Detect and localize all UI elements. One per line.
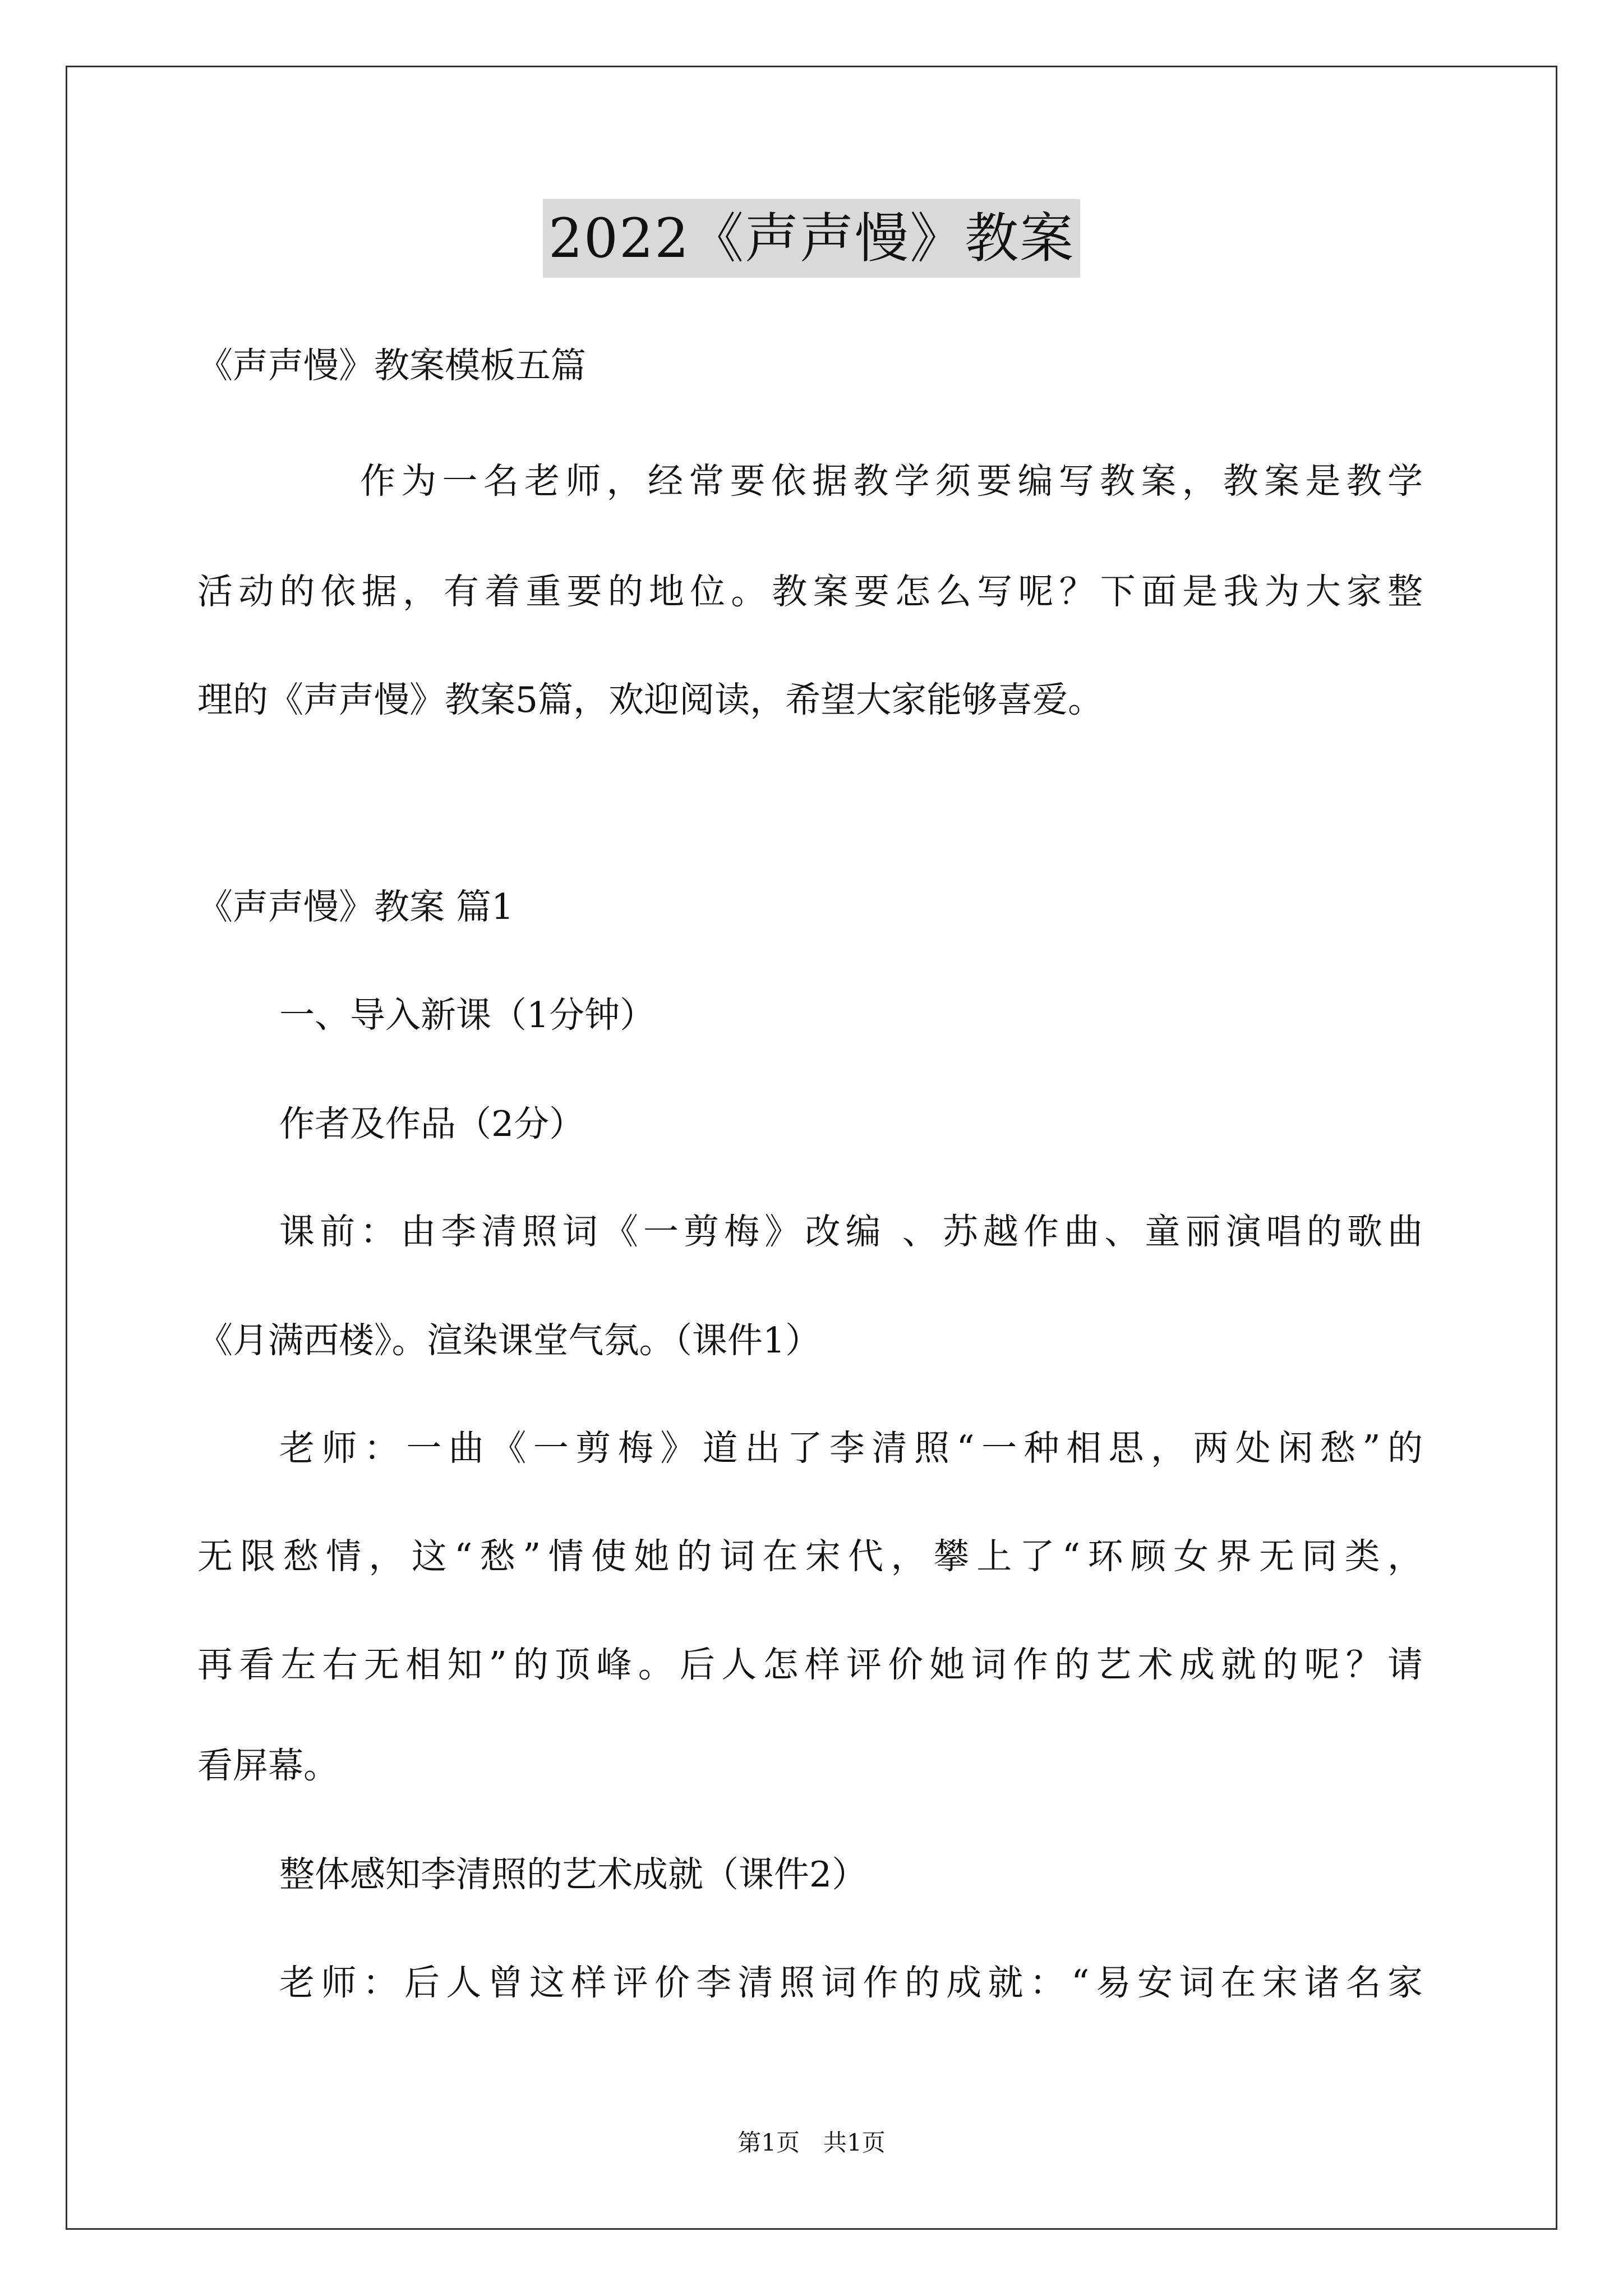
body-line-7: 再看左右无相知”的顶峰。后人怎样评价她词作的艺术成就的呢？请 bbox=[197, 1644, 1423, 1685]
page-border bbox=[66, 66, 1557, 2230]
body-line-8: 看屏幕。 bbox=[197, 1745, 339, 1786]
intro-line-1: 作为一名老师，经常要依据教学须要编写教案，教案是教学 bbox=[360, 461, 1423, 501]
document-title: 2022《声声慢》教案 bbox=[543, 199, 1080, 278]
body-line-1: 一、导入新课（1分钟） bbox=[279, 995, 656, 1036]
title-container bbox=[0, 199, 1623, 278]
body-line-6: 无限愁情，这“愁”情使她的词在宋代，攀上了“环顾女界无同类， bbox=[197, 1536, 1423, 1577]
body-line-3: 课前：由李清照词《一剪梅》改编 、苏越作曲、童丽演唱的歌曲 bbox=[279, 1211, 1423, 1252]
body-line-4: 《月满西楼》。渲染课堂气氛。（课件1） bbox=[197, 1320, 821, 1361]
section-heading: 《声声慢》教案 篇1 bbox=[197, 886, 514, 927]
intro-line-2: 活动的依据，有着重要的地位。教案要怎么写呢？下面是我为大家整 bbox=[197, 571, 1423, 612]
body-line-10: 老师：后人曾这样评价李清照词作的成就：“易安词在宋诸名家 bbox=[279, 1962, 1423, 2003]
body-line-9: 整体感知李清照的艺术成就（课件2） bbox=[279, 1854, 868, 1895]
subtitle: 《声声慢》教案模板五篇 bbox=[197, 345, 586, 386]
intro-line-3: 理的《声声慢》教案5篇，欢迎阅读，希望大家能够喜爱。 bbox=[197, 679, 1104, 720]
body-line-5: 老师：一曲《一剪梅》道出了李清照“一种相思，两处闲愁”的 bbox=[279, 1428, 1423, 1469]
body-line-2: 作者及作品（2分） bbox=[279, 1103, 585, 1144]
page-footer: 第1页 共1页 bbox=[737, 2129, 886, 2156]
